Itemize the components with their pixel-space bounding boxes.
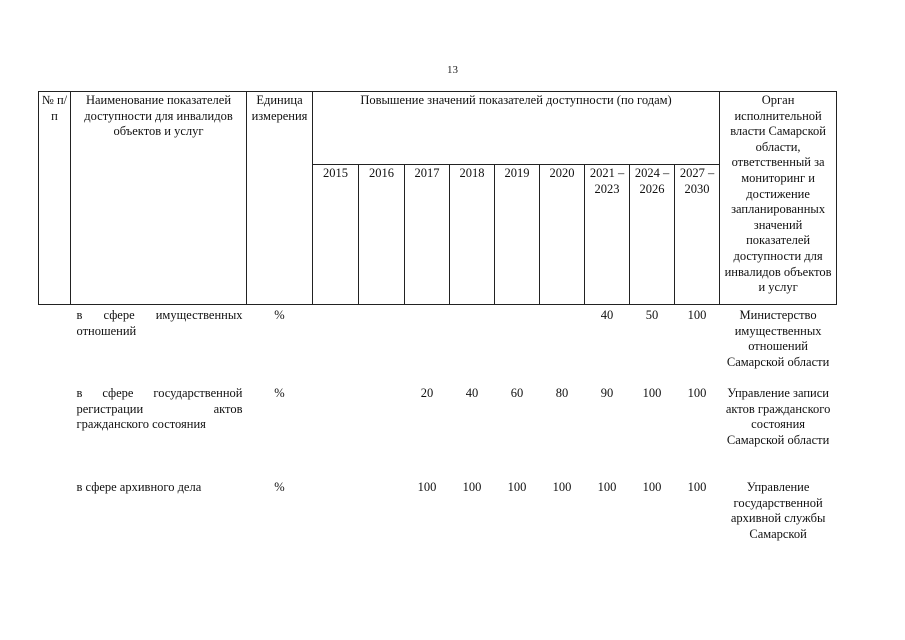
row-value: 100 (642, 386, 662, 400)
row-num-cell (39, 305, 71, 387)
row-value (359, 480, 405, 560)
row-organ: Управление государственной архивной службы Самарской (730, 480, 826, 541)
row-value: 50 (645, 308, 659, 322)
row-unit: % (274, 308, 285, 322)
header-organ: Орган исполнительной власти Самарской области, ответственный за мониторинг и достижение запланированных значений показателей доступности для инвалидов объектов и услуг (720, 92, 837, 305)
header-year: 2027 – 2030 (675, 165, 720, 305)
header-year: 2019 (495, 165, 540, 305)
row-value: 40 (600, 308, 614, 322)
row-value (313, 305, 359, 387)
table-header (39, 92, 837, 305)
header-year: 2017 (405, 165, 450, 305)
row-value (313, 480, 359, 560)
header-year: 2018 (450, 165, 495, 305)
header-year: 2020 (540, 165, 585, 305)
row-value (313, 386, 359, 480)
table-row (39, 386, 837, 480)
header-year: 2015 (313, 165, 359, 305)
row-value: 20 (420, 386, 434, 400)
row-name: в сфере государственной регистрации актов гражданского состояния (76, 386, 243, 432)
row-value: 100 (507, 480, 527, 494)
row-value: 80 (555, 386, 569, 400)
row-value: 90 (600, 386, 614, 400)
row-value: 100 (597, 480, 617, 494)
row-value (495, 305, 540, 387)
table-body (39, 305, 837, 561)
header-year: 2024 – 2026 (630, 165, 675, 305)
table-row (39, 480, 837, 560)
row-value (405, 305, 450, 387)
row-value (540, 305, 585, 387)
row-value: 100 (417, 480, 437, 494)
row-organ: Министерство имущественных отношений Самарской области (726, 308, 830, 369)
row-value: 100 (462, 480, 482, 494)
header-name: Наименование показателей доступности для инвалидов объектов и услуг (71, 92, 247, 305)
row-value: 100 (552, 480, 572, 494)
row-value (450, 305, 495, 387)
row-value: 100 (642, 480, 662, 494)
row-unit: % (274, 480, 285, 494)
accessibility-indicators-table (38, 91, 837, 560)
header-year: 2021 – 2023 (585, 165, 630, 305)
header-unit: Единица измерения (247, 92, 313, 305)
row-num-cell (39, 386, 71, 480)
header-year: 2016 (359, 165, 405, 305)
table-row (39, 305, 837, 387)
row-value (359, 386, 405, 480)
row-value: 60 (510, 386, 524, 400)
row-organ: Управление записи актов гражданского состояния Самарской области (725, 386, 831, 447)
row-value: 100 (687, 308, 707, 322)
page-number: 13 (447, 64, 458, 76)
row-value: 100 (687, 386, 707, 400)
header-years-group: Повышение значений показателей доступности (по годам) (313, 92, 720, 165)
row-value: 100 (687, 480, 707, 494)
row-num-cell (39, 480, 71, 560)
row-name: в сфере имущественных отношений (76, 308, 243, 338)
row-value (359, 305, 405, 387)
row-unit: % (274, 386, 285, 400)
row-value: 40 (465, 386, 479, 400)
header-num: № п/п (39, 92, 71, 305)
row-name: в сфере архивного дела (76, 480, 202, 494)
